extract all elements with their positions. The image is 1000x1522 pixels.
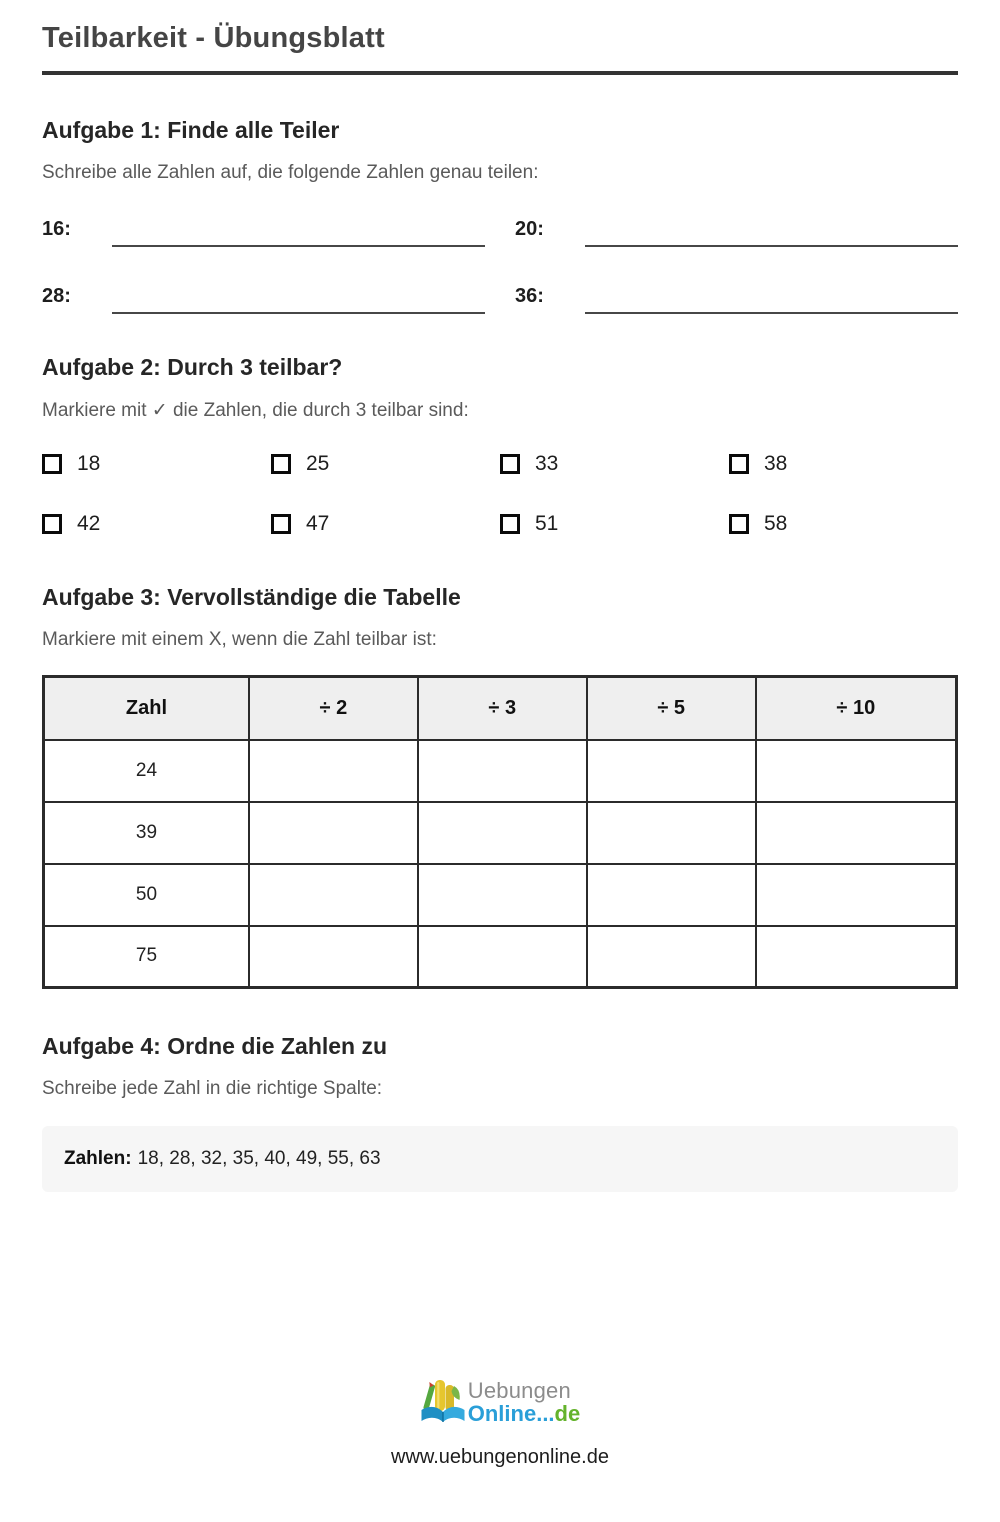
title-divider [42, 71, 958, 75]
checkbox-label: 51 [535, 512, 559, 535]
checkbox-label: 58 [764, 512, 788, 535]
empty-answer-cell[interactable] [587, 802, 756, 864]
zahl-cell: 50 [44, 864, 249, 926]
empty-answer-cell[interactable] [587, 864, 756, 926]
table-header-zahl: Zahl [44, 677, 249, 740]
empty-answer-cell[interactable] [756, 926, 957, 988]
task-1-heading: Aufgabe 1: Finde alle Teiler [42, 117, 340, 143]
table-header-div2: ÷ 2 [249, 677, 418, 740]
zahlen-values: 18, 28, 32, 35, 40, 49, 55, 63 [137, 1148, 381, 1169]
task-3-heading: Aufgabe 3: Vervollständige die Tabelle [42, 584, 461, 610]
checkbox-item-58 [729, 512, 958, 536]
table-row [44, 864, 957, 926]
checkbox[interactable] [42, 514, 62, 534]
checkbox[interactable] [42, 454, 62, 474]
task-2-options [42, 452, 958, 536]
logo-word-uebungen: Uebungen [467, 1377, 571, 1403]
empty-answer-cell[interactable] [756, 740, 957, 802]
task-4-instruction: Schreibe jede Zahl in die richtige Spalte: [42, 1078, 383, 1099]
table-row [44, 740, 957, 802]
blank-item-16 [42, 218, 485, 247]
checkbox-item-47 [271, 512, 500, 536]
logo-word-online-de: Online...de [467, 1401, 581, 1426]
checkbox[interactable] [729, 514, 749, 534]
open-book-logo-icon [420, 1374, 466, 1430]
checkbox-item-18 [42, 452, 271, 476]
footer-url: www.uebungenonline.de [391, 1446, 609, 1468]
task-3-section [42, 584, 958, 989]
zahl-cell: 39 [44, 802, 249, 864]
table-row [44, 926, 957, 988]
empty-answer-cell[interactable] [587, 926, 756, 988]
blank-item-20 [515, 218, 958, 247]
empty-answer-cell[interactable] [418, 802, 587, 864]
checkbox-item-25 [271, 452, 500, 476]
uebungen-online-logo[interactable] [420, 1374, 580, 1430]
empty-answer-cell[interactable] [756, 864, 957, 926]
checkbox-item-51 [500, 512, 729, 536]
task-1-section [42, 117, 958, 314]
empty-answer-cell[interactable] [249, 926, 418, 988]
empty-answer-cell[interactable] [249, 802, 418, 864]
task-2-section [42, 354, 958, 536]
checkbox[interactable] [729, 454, 749, 474]
checkbox-label: 25 [306, 452, 330, 475]
checkbox-label: 18 [77, 452, 101, 475]
checkbox-label: 47 [306, 512, 330, 535]
checkbox-item-33 [500, 452, 729, 476]
empty-answer-cell[interactable] [249, 740, 418, 802]
checkbox-item-38 [729, 452, 958, 476]
divisibility-table [42, 675, 958, 989]
task-1-blanks [42, 218, 958, 314]
table-header-div3: ÷ 3 [418, 677, 587, 740]
empty-answer-cell[interactable] [756, 802, 957, 864]
blank-label: 28: [42, 285, 71, 307]
answer-line[interactable] [585, 312, 958, 314]
logo-text [468, 1379, 580, 1425]
empty-answer-cell[interactable] [249, 864, 418, 926]
blank-label: 20: [515, 218, 544, 240]
worksheet-page [0, 22, 1000, 1469]
answer-line[interactable] [112, 312, 485, 314]
answer-line[interactable] [585, 245, 958, 247]
checkbox[interactable] [500, 514, 520, 534]
blank-label: 16: [42, 218, 71, 240]
blank-label: 36: [515, 285, 544, 307]
page-title: Teilbarkeit - Übungsblatt [42, 22, 385, 54]
empty-answer-cell[interactable] [418, 926, 587, 988]
empty-answer-cell[interactable] [587, 740, 756, 802]
task-4-heading: Aufgabe 4: Ordne die Zahlen zu [42, 1033, 388, 1059]
task-2-instruction: Markiere mit ✓ die Zahlen, die durch 3 teilbar sind: [42, 400, 469, 421]
zahl-cell: 24 [44, 740, 249, 802]
task-2-heading: Aufgabe 2: Durch 3 teilbar? [42, 354, 343, 380]
task-4-section [42, 1033, 958, 1192]
footer [42, 1374, 958, 1469]
zahlen-box [42, 1126, 958, 1192]
checkbox-label: 33 [535, 452, 559, 475]
table-header-div5: ÷ 5 [587, 677, 756, 740]
checkbox[interactable] [271, 514, 291, 534]
checkbox-label: 42 [77, 512, 101, 535]
blank-item-28 [42, 285, 485, 314]
zahlen-label: Zahlen: [64, 1148, 132, 1169]
task-3-instruction: Markiere mit einem X, wenn die Zahl teilbar ist: [42, 629, 437, 650]
task-1-instruction: Schreibe alle Zahlen auf, die folgende Zahlen genau teilen: [42, 162, 539, 183]
table-row [44, 802, 957, 864]
empty-answer-cell[interactable] [418, 740, 587, 802]
checkbox[interactable] [271, 454, 291, 474]
checkbox-label: 38 [764, 452, 788, 475]
zahl-cell: 75 [44, 926, 249, 988]
checkbox[interactable] [500, 454, 520, 474]
answer-line[interactable] [112, 245, 485, 247]
table-header-row [44, 677, 957, 740]
blank-item-36 [515, 285, 958, 314]
empty-answer-cell[interactable] [418, 864, 587, 926]
table-header-div10: ÷ 10 [756, 677, 957, 740]
checkbox-item-42 [42, 512, 271, 536]
